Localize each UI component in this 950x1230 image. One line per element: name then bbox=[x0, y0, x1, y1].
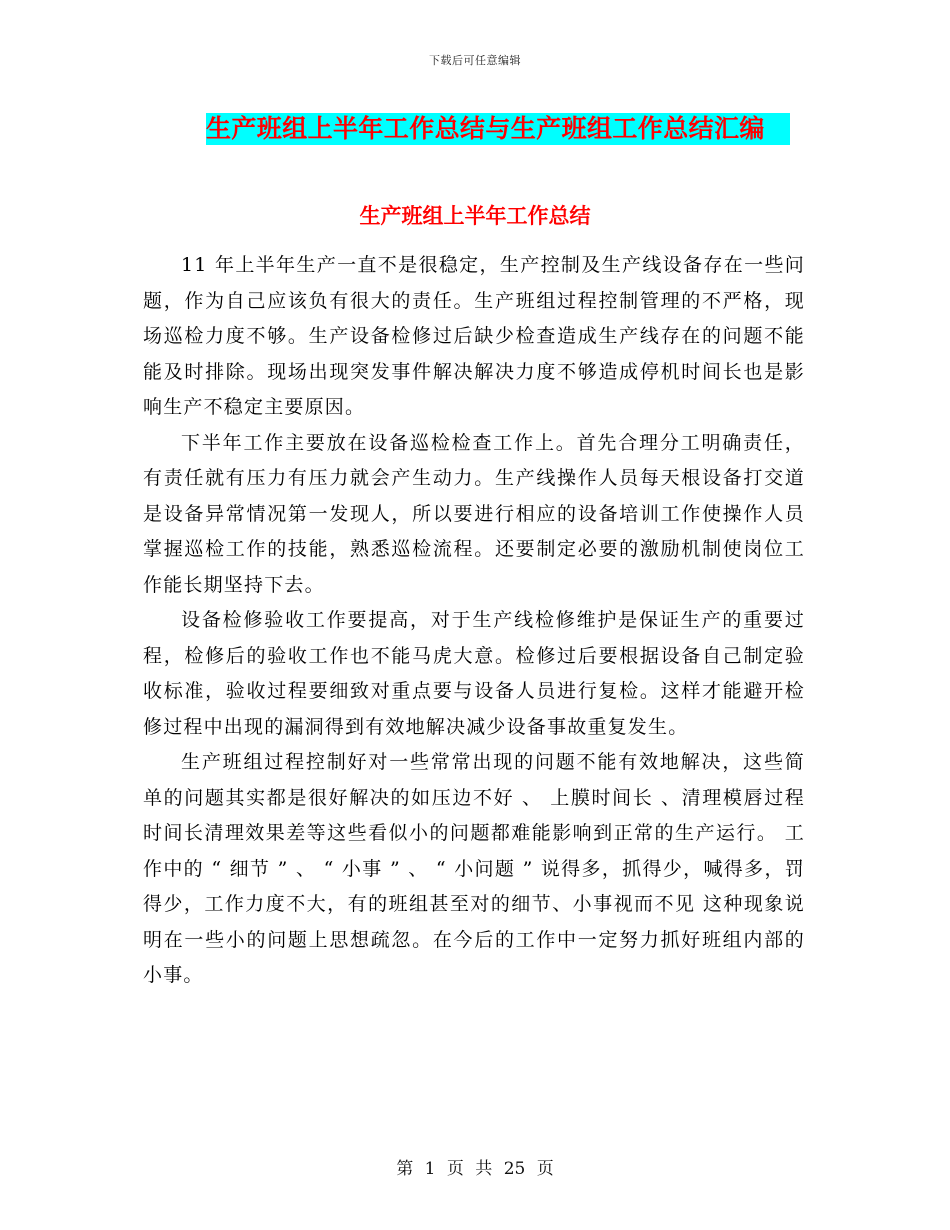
section-title: 生产班组上半年工作总结 bbox=[359, 204, 591, 228]
paragraph-3: 设备检修验收工作要提高，对于生产线检修维护是保证生产的重要过程，检修后的验收工作也不能马虎大意。检修过后要根据设备自己制定验收标准，验收过程要细致对重点要与设备人员进行复检。这样才能避开检修过程中出现的漏洞得到有效地解决减少设备事故重复发生。 bbox=[143, 609, 805, 738]
paragraph-4: 生产班组过程控制好对一些常常出现的问题不能有效地解决，这些简单的问题其实都是很好解决的如压边不好 、 上膜时间长 、清理模唇过程时间长清理效果差等这些看似小的问题都难能影响到正常的生产运行。 工作中的 “ 细节 ” 、 “ 小事 ” 、 “ 小问题 ” 说得多，抓得少，喊得多，罚得少，工作力度不大，有的班组甚至对的细节、小事视而不见 这种现象说明在一些小的问题上思想疏忽。在今后的工作中一定努力抓好班组内部的小事。 bbox=[143, 751, 805, 986]
paragraph-2: 下半年工作主要放在设备巡检检查工作上。首先合理分工明确责任，有责任就有压力有压力就会产生动力。生产线操作人员每天根设备打交道是设备异常情况第一发现人，所以要进行相应的设备培训工作使操作人员掌握巡检工作的技能，熟悉巡检流程。还要制定必要的激励机制使岗位工作能长期坚持下去。 bbox=[143, 431, 805, 596]
paragraph-1: 11 年上半年生产一直不是很稳定，生产控制及生产线设备存在一些问题，作为自己应该负有很大的责任。生产班组过程控制管理的不严格，现场巡检力度不够。生产设备检修过后缺少检查造成生产线存在的问题不能能及时排除。现场出现突发事件解决解决力度不够造成停机时间长也是影响生产不稳定主要原因。 bbox=[143, 254, 805, 418]
document-title: 生产班组上半年工作总结与生产班组工作总结汇编 bbox=[206, 114, 765, 143]
document-title-highlight bbox=[206, 113, 790, 145]
body-text bbox=[143, 248, 805, 994]
page-header-note: 下载后可任意编辑 bbox=[429, 54, 521, 67]
page-footer-number: 第 1 页 共 25 页 bbox=[396, 1159, 554, 1179]
